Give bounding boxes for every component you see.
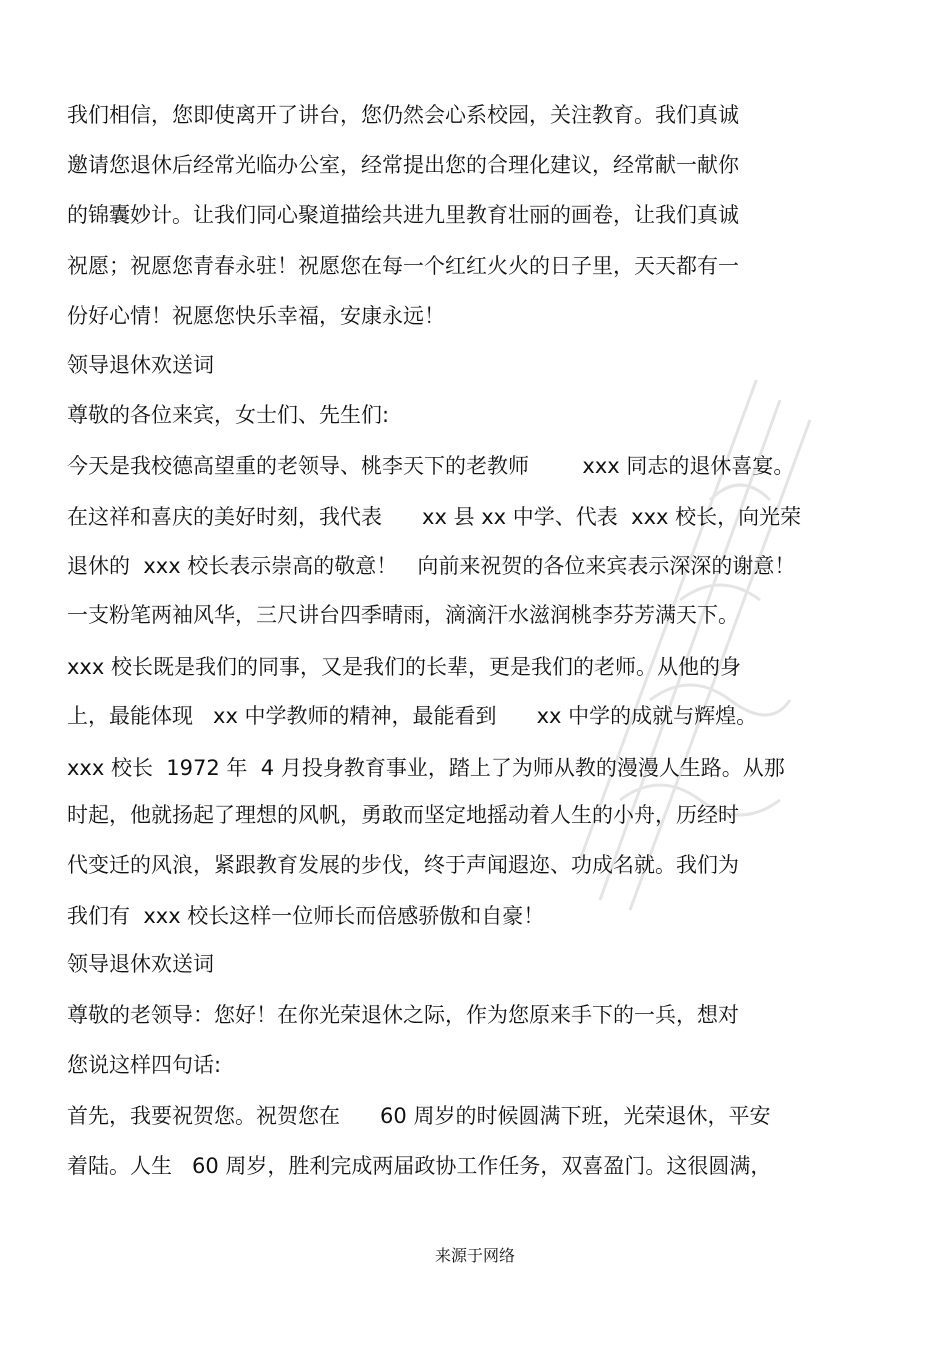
page-footer: 来源于网络 <box>434 1246 515 1265</box>
text-line-8: 今天是我校德高望重的老领导、桃李天下的老教师 xxx 同志的退休喜宴。 <box>67 454 795 478</box>
section-heading-1: 领导退休欢送词 <box>67 353 214 377</box>
text-line-16: 代变迁的风浪，紧跟教育发展的步伐，终于声闻遐迩、功成名就。我们为 <box>67 853 739 877</box>
text-line-22: 着陆。人生 60 周岁，胜利完成两届政协工作任务，双喜盈门。这很圆满， <box>67 1154 772 1178</box>
text-line-19: 尊敬的老领导：您好！在你光荣退休之际，作为您原来手下的一兵，想对 <box>67 1003 739 1027</box>
text-line-3: 的锦囊妙计。让我们同心聚道描绘共进九里教育壮丽的画卷，让我们真诚 <box>67 203 739 227</box>
text-line-21: 首先，我要祝贺您。祝贺您在 60 周岁的时候圆满下班，光荣退休，平安 <box>67 1104 771 1128</box>
text-line-10: 退休的 xxx 校长表示崇高的敬意！ 向前来祝贺的各位来宾表示深深的谢意！ <box>67 554 796 578</box>
text-line-17: 我们有 xxx 校长这样一位师长而倍感骄傲和自豪！ <box>67 904 545 928</box>
text-line-4: 祝愿；祝愿您青春永驻！祝愿您在每一个红红火火的日子里，天天都有一 <box>67 254 739 278</box>
text-line-14: xxx 校长 1972 年 4 月投身教育事业，踏上了为师从教的漫漫人生路。从那 <box>67 756 785 780</box>
section-heading-2: 领导退休欢送词 <box>67 952 214 976</box>
text-line-2: 邀请您退休后经常光临办公室，经常提出您的合理化建议，经常献一献你 <box>67 153 739 177</box>
text-line-15: 时起，他就扬起了理想的风帆，勇敢而坚定地摇动着人生的小舟，历经时 <box>67 803 739 827</box>
text-line-20: 您说这样四句话: <box>67 1053 222 1077</box>
text-line-12: xxx 校长既是我们的同事，又是我们的长辈，更是我们的老师。从他的身 <box>67 655 741 679</box>
text-line-1: 我们相信，您即使离开了讲台，您仍然会心系校园，关注教育。我们真诚 <box>67 103 739 127</box>
text-line-5: 份好心情！祝愿您快乐幸福，安康永远！ <box>67 304 445 328</box>
text-line-13: 上，最能体现 xx 中学教师的精神，最能看到 xx 中学的成就与辉煌。 <box>67 704 758 728</box>
text-line-11: 一支粉笔两袖风华，三尺讲台四季晴雨，滴滴汗水滋润桃李芬芳满天下。 <box>67 603 739 627</box>
text-line-7: 尊敬的各位来宾，女士们、先生们: <box>67 403 390 427</box>
text-line-9: 在这祥和喜庆的美好时刻，我代表 xx 县 xx 中学、代表 xxx 校长，向光荣 <box>67 505 802 529</box>
